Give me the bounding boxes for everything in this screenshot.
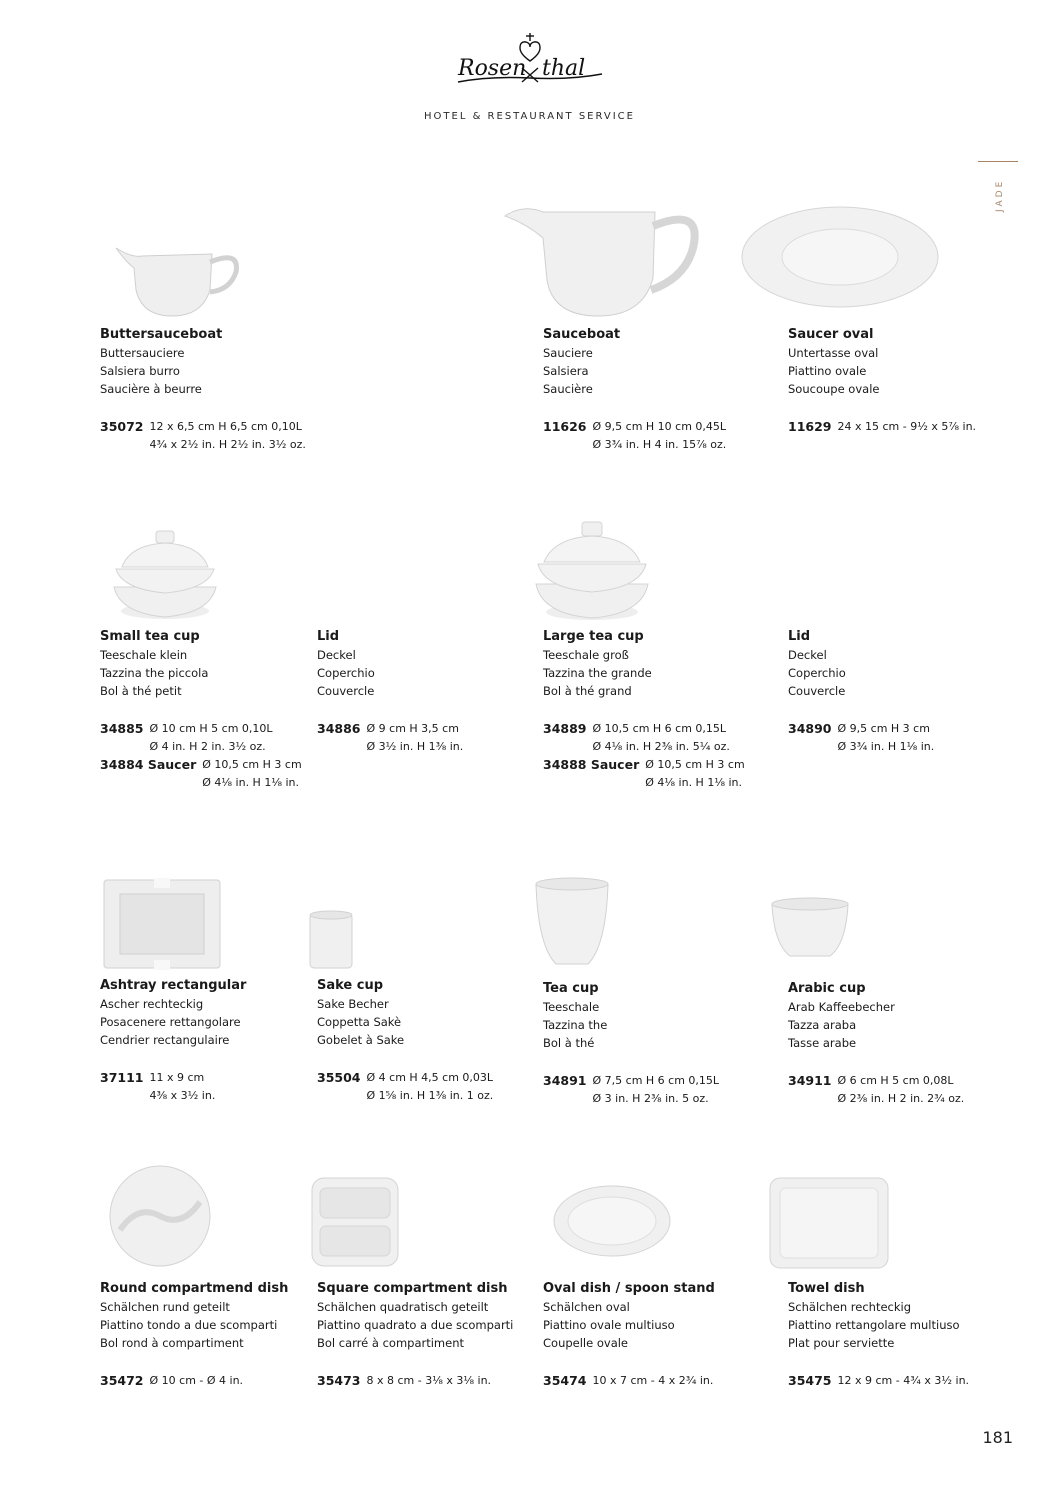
product-item: [100, 326, 330, 454]
dimension-text: Ø 3 in. H 2³⁄₈ in. 5 oz.: [592, 1092, 709, 1105]
buttersauceboat-image: [112, 240, 244, 320]
product-translation: Plat pour serviette: [788, 1336, 895, 1350]
product-title: Ashtray rectangular: [100, 978, 247, 993]
product-translation: Gobelet à Sake: [317, 1033, 405, 1047]
product-translation: Tazzina the piccola: [100, 666, 209, 680]
dimension-text: Ø 1⁵⁄₈ in. H 1³⁄₈ in. 1 oz.: [366, 1089, 494, 1102]
product-specs: [543, 720, 773, 792]
product-translation: Schälchen rechteckig: [788, 1300, 912, 1314]
product-item: [788, 980, 1018, 1108]
article-number: 34911: [788, 1073, 832, 1088]
arabic-cup-image: [770, 896, 850, 960]
product-specs: [317, 1069, 547, 1105]
dimension-text: Ø 7,5 cm H 6 cm 0,15L: [592, 1074, 720, 1087]
article-number: 11626: [543, 419, 587, 434]
product-translation: Ascher rechteckig: [100, 997, 204, 1011]
product-title: Tea cup: [543, 981, 599, 996]
spec-row: [788, 1372, 1018, 1390]
product-title: Sake cup: [317, 978, 384, 993]
product-item: [543, 1280, 773, 1390]
dimension-text: 12 x 6,5 cm H 6,5 cm 0,10L: [149, 420, 302, 433]
product-title: Sauceboat: [543, 327, 621, 342]
product-translation: Tazza araba: [788, 1018, 857, 1032]
product-title: Buttersauceboat: [100, 327, 223, 342]
product-title: Towel dish: [788, 1281, 865, 1296]
product-item: [100, 1280, 330, 1390]
svg-text:thal: thal: [542, 56, 586, 81]
product-translation: Couvercle: [317, 684, 375, 698]
product-translation: Bol à thé grand: [543, 684, 632, 698]
product-translation: Buttersauciere: [100, 346, 185, 360]
product-title: Arabic cup: [788, 981, 866, 996]
dimension-text: Ø 10 cm H 5 cm 0,10L: [149, 722, 273, 735]
product-specs: [100, 720, 330, 792]
spec-row: [788, 418, 1018, 436]
sauceboat-image: [503, 198, 703, 320]
product-specs: [543, 418, 773, 454]
spec-row: [543, 1072, 773, 1108]
dimension-text: 10 x 7 cm - 4 x 2³⁄₄ in.: [592, 1374, 714, 1387]
product-specs: [788, 1072, 1018, 1108]
article-number: 34884 Saucer: [100, 757, 197, 772]
product-title: Large tea cup: [543, 629, 644, 644]
article-number: 35504: [317, 1070, 361, 1085]
product-specs: [317, 1372, 547, 1390]
product-translation: Schälchen oval: [543, 1300, 630, 1314]
dimension-text: 4³⁄₄ x 2¹⁄₂ in. H 2¹⁄₂ in. 3¹⁄₂ oz.: [149, 438, 306, 451]
article-number: 35475: [788, 1373, 832, 1388]
product-translation: Soucoupe ovale: [788, 382, 880, 396]
page-subtitle: HOTEL & RESTAURANT SERVICE: [424, 111, 635, 122]
spec-row: [788, 720, 1018, 756]
dimension-text: Ø 10 cm - Ø 4 in.: [149, 1374, 244, 1387]
product-translation: Tazzina the grande: [543, 666, 652, 680]
product-title: Saucer oval: [788, 327, 874, 342]
product-translation: Cendrier rectangulaire: [100, 1033, 230, 1047]
product-item: [788, 1280, 1018, 1390]
product-translation: Teeschale klein: [100, 648, 188, 662]
spec-row: [543, 756, 773, 792]
spec-row: [543, 418, 773, 454]
product-specs: [788, 1372, 1018, 1390]
dimension-text: Ø 9,5 cm H 3 cm: [837, 722, 930, 735]
product-specs: [100, 1372, 330, 1390]
dimension-text: Ø 10,5 cm H 3 cm: [202, 758, 302, 771]
product-translation: Saucière: [543, 382, 593, 396]
product-translation: Schälchen rund geteilt: [100, 1300, 230, 1314]
product-translation: Piattino ovale: [788, 364, 867, 378]
collection-divider: [978, 161, 1018, 162]
small-tea-cup-image: [110, 527, 220, 623]
spec-row: [100, 418, 330, 454]
product-item: [317, 977, 547, 1105]
dimension-text: 11 x 9 cm: [149, 1071, 205, 1084]
article-number: 11629: [788, 419, 832, 434]
spec-row: [543, 720, 773, 756]
product-specs: [543, 1072, 773, 1108]
dimension-text: Ø 4¹⁄₈ in. H 2³⁄₈ in. 5¹⁄₄ oz.: [592, 740, 730, 753]
product-item: [543, 628, 773, 792]
spec-row: [100, 720, 330, 756]
product-translation: Untertasse oval: [788, 346, 879, 360]
product-title: Oval dish / spoon stand: [543, 1281, 715, 1296]
product-item: [317, 628, 547, 756]
product-translation: Piattino tondo a due scomparti: [100, 1318, 278, 1332]
product-item: [100, 977, 330, 1105]
product-translation: Deckel: [788, 648, 827, 662]
saucer-oval-image: [740, 205, 940, 309]
product-item: [543, 326, 773, 454]
dimension-text: Ø 6 cm H 5 cm 0,08L: [837, 1074, 954, 1087]
dimension-text: 4³⁄₈ x 3¹⁄₂ in.: [149, 1089, 216, 1102]
article-number: 35072: [100, 419, 144, 434]
dimension-text: Ø 9 cm H 3,5 cm: [366, 722, 459, 735]
svg-text:Rosen: Rosen: [458, 56, 527, 81]
article-number: 34889: [543, 721, 587, 736]
article-number: 34888 Saucer: [543, 757, 640, 772]
product-item: [543, 980, 773, 1108]
spec-row: [317, 720, 547, 756]
product-translation: Salsiera burro: [100, 364, 180, 378]
product-item: [100, 628, 330, 792]
dimension-text: Ø 10,5 cm H 3 cm: [645, 758, 745, 771]
page-number: 181: [982, 1428, 1013, 1447]
product-specs: [100, 418, 330, 454]
dimension-text: Ø 3¹⁄₂ in. H 1³⁄₈ in.: [366, 740, 464, 753]
product-translation: Sauciere: [543, 346, 593, 360]
dimension-text: Ø 4 in. H 2 in. 3¹⁄₂ oz.: [149, 740, 266, 753]
oval-dish-image: [552, 1184, 672, 1258]
product-translation: Teeschale groß: [543, 648, 629, 662]
article-number: 35474: [543, 1373, 587, 1388]
dimension-text: Ø 10,5 cm H 6 cm 0,15L: [592, 722, 727, 735]
dimension-text: Ø 9,5 cm H 10 cm 0,45L: [592, 420, 727, 433]
spec-row: [317, 1069, 547, 1105]
product-specs: [788, 418, 1018, 436]
product-item: [788, 628, 1018, 756]
ashtray-image: [102, 878, 222, 970]
sake-cup-image: [308, 910, 354, 970]
dimension-text: Ø 4¹⁄₈ in. H 1¹⁄₈ in.: [202, 776, 300, 789]
product-title: Lid: [788, 629, 811, 644]
product-title: Square compartment dish: [317, 1281, 508, 1296]
product-translation: Salsiera: [543, 364, 589, 378]
article-number: 34891: [543, 1073, 587, 1088]
product-translation: Tazzina the: [543, 1018, 608, 1032]
product-translation: Piattino rettangolare multiuso: [788, 1318, 960, 1332]
article-number: 34885: [100, 721, 144, 736]
product-translation: Deckel: [317, 648, 356, 662]
large-tea-cup-image: [532, 518, 652, 624]
product-specs: [788, 720, 1018, 756]
rosenthal-logo: [450, 30, 610, 92]
product-translation: Coperchio: [317, 666, 375, 680]
dimension-text: 8 x 8 cm - 3¹⁄₈ x 3¹⁄₈ in.: [366, 1374, 492, 1387]
product-specs: [317, 720, 547, 756]
product-translation: Bol rond à compartiment: [100, 1336, 244, 1350]
square-compartment-dish-image: [310, 1176, 400, 1268]
spec-row: [100, 1069, 330, 1105]
dimension-text: Ø 4¹⁄₈ in. H 1¹⁄₈ in.: [645, 776, 743, 789]
dimension-text: 24 x 15 cm - 9¹⁄₂ x 5⁷⁄₈ in.: [837, 420, 977, 433]
product-translation: Arab Kaffeebecher: [788, 1000, 895, 1014]
product-translation: Schälchen quadratisch geteilt: [317, 1300, 489, 1314]
article-number: 34890: [788, 721, 832, 736]
product-translation: Piattino ovale multiuso: [543, 1318, 675, 1332]
product-translation: Sake Becher: [317, 997, 389, 1011]
product-translation: Coppetta Sakè: [317, 1015, 402, 1029]
towel-dish-image: [768, 1176, 890, 1270]
spec-row: [788, 1072, 1018, 1108]
product-translation: Bol à thé petit: [100, 684, 182, 698]
product-translation: Coupelle ovale: [543, 1336, 629, 1350]
dimension-text: Ø 4 cm H 4,5 cm 0,03L: [366, 1071, 494, 1084]
dimension-text: Ø 3³⁄₄ in. H 4 in. 15⁷⁄₈ oz.: [592, 438, 727, 451]
spec-row: [317, 1372, 547, 1390]
product-translation: Coperchio: [788, 666, 846, 680]
product-specs: [100, 1069, 330, 1105]
product-translation: Bol carré à compartiment: [317, 1336, 464, 1350]
collection-label: JADE: [995, 178, 1005, 212]
product-title: Round compartmend dish: [100, 1281, 289, 1296]
article-number: 35473: [317, 1373, 361, 1388]
product-translation: Tasse arabe: [788, 1036, 857, 1050]
product-translation: Saucière à beurre: [100, 382, 202, 396]
spec-row: [100, 1372, 330, 1390]
product-translation: Piattino quadrato a due scomparti: [317, 1318, 514, 1332]
article-number: 34886: [317, 721, 361, 736]
article-number: 35472: [100, 1373, 144, 1388]
product-specs: [543, 1372, 773, 1390]
dimension-text: Ø 2³⁄₈ in. H 2 in. 2³⁄₄ oz.: [837, 1092, 965, 1105]
product-item: [317, 1280, 547, 1390]
product-title: Lid: [317, 629, 340, 644]
product-translation: Posacenere rettangolare: [100, 1015, 241, 1029]
product-item: [788, 326, 1018, 436]
dimension-text: Ø 3³⁄₄ in. H 1¹⁄₈ in.: [837, 740, 935, 753]
product-translation: Couvercle: [788, 684, 846, 698]
article-number: 37111: [100, 1070, 144, 1085]
spec-row: [543, 1372, 773, 1390]
round-compartment-dish-image: [108, 1164, 212, 1268]
spec-row: [100, 756, 330, 792]
tea-cup-image: [534, 876, 610, 970]
product-translation: Bol à thé: [543, 1036, 595, 1050]
product-title: Small tea cup: [100, 629, 200, 644]
product-translation: Teeschale: [543, 1000, 600, 1014]
dimension-text: 12 x 9 cm - 4³⁄₄ x 3¹⁄₂ in.: [837, 1374, 970, 1387]
